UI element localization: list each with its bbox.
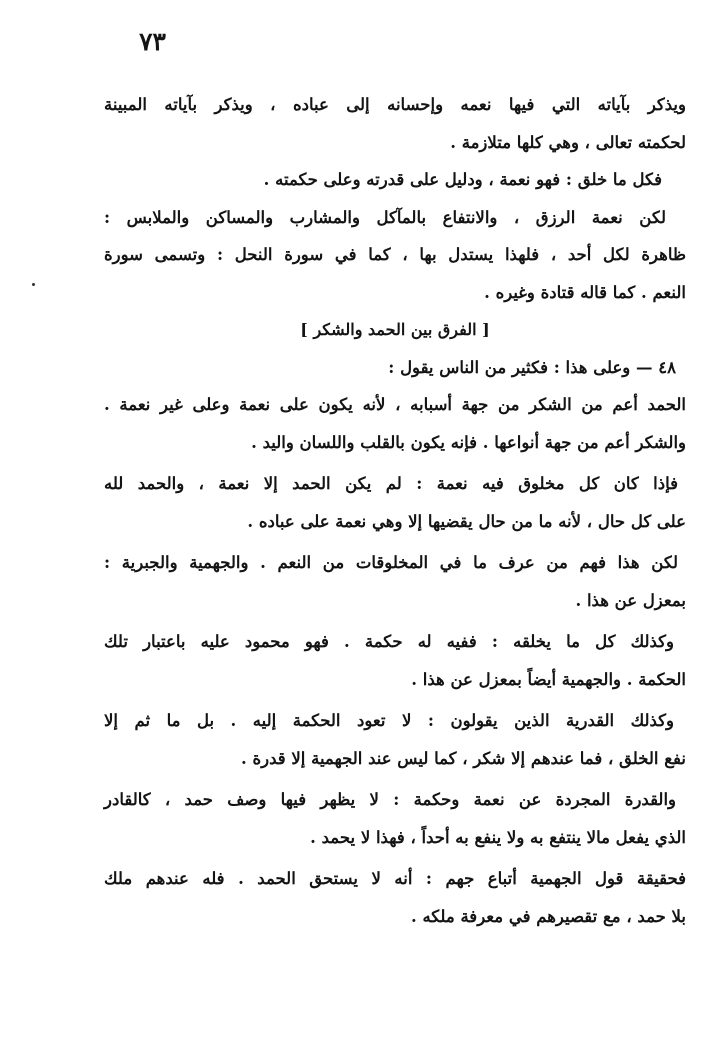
text-line-8: ٤٨ — وعلى هذا : فكثير من الناس يقول : bbox=[388, 357, 676, 377]
text-line-4: لكن نعمة الرزق ، والانتفاع بالمآكل والمشارب والمساكن والملابس : bbox=[104, 207, 666, 227]
text-line-6: النعم . كما قاله قتادة وغيره . bbox=[484, 282, 686, 302]
page-number: ٧٣ bbox=[139, 27, 166, 56]
text-line-10: والشكر أعم من جهة أنواعها . فإنه يكون بالقلب واللسان واليد . bbox=[251, 432, 686, 452]
text-line-21: فحقيقة قول الجهمية أتباع جهم : أنه لا يستحق الحمد . فله عندهم ملك bbox=[104, 869, 686, 888]
text-line-22: بلا حمد ، مع تقصيرهم في معرفة ملكه . bbox=[410, 906, 686, 926]
text-line-19: والقدرة المجردة عن نعمة وحكمة : لا يظهر فيها وصف حمد ، كالقادر bbox=[104, 790, 676, 809]
text-line-1: ويذكر بآياته التي فيها نعمه وإحسانه إلى عباده ، ويذكر بآياته المبينة bbox=[104, 95, 686, 114]
text-line-15: وكذلك كل ما يخلقه : ففيه له حكمة . فهو محمود عليه باعتبار تلك bbox=[104, 632, 674, 651]
text-line-18: نفع الخلق ، فما عندهم إلا شكر ، كما ليس عند الجهمية إلا قدرة . bbox=[240, 748, 686, 768]
page-body bbox=[104, 86, 686, 935]
section-heading: [ الفرق بين الحمد والشكر ] bbox=[300, 320, 490, 339]
text-line-9: الحمد أعم من الشكر من جهة أسبابه ، لأنه يكون على نعمة وعلى غير نعمة . bbox=[104, 395, 686, 414]
text-line-16: الحكمة . والجهمية أيضاً بمعزل عن هذا . bbox=[411, 669, 686, 689]
text-line-17: وكذلك القدرية الذين يقولون : لا تعود الحكمة إليه . بل ما ثم إلا bbox=[104, 711, 674, 730]
ink-speck bbox=[32, 283, 35, 286]
text-line-14: بمعزل عن هذا . bbox=[575, 590, 686, 610]
text-line-11: فإذا كان كل مخلوق فيه نعمة : لم يكن الحمد إلا نعمة ، والحمد لله bbox=[104, 474, 678, 493]
text-line-2: لحكمته تعالى ، وهي كلها متلازمة . bbox=[450, 132, 686, 152]
text-line-5: ظاهرة لكل أحد ، فلهذا يستدل بها ، كما في سورة النحل : وتسمى سورة bbox=[104, 245, 686, 264]
text-line-13: لكن هذا فهم من عرف ما في المخلوقات من النعم . والجهمية والجبرية : bbox=[104, 553, 678, 572]
text-line-3: فكل ما خلق : فهو نعمة ، ودليل على قدرته وعلى حكمته . bbox=[263, 170, 662, 189]
text-line-20: الذي يفعل مالا ينتفع به ولا ينفع به أحداً ، فهذا لا يحمد . bbox=[310, 827, 686, 847]
text-line-12: على كل حال ، لأنه ما من حال يقضيها إلا وهي نعمة على عباده . bbox=[247, 511, 686, 531]
